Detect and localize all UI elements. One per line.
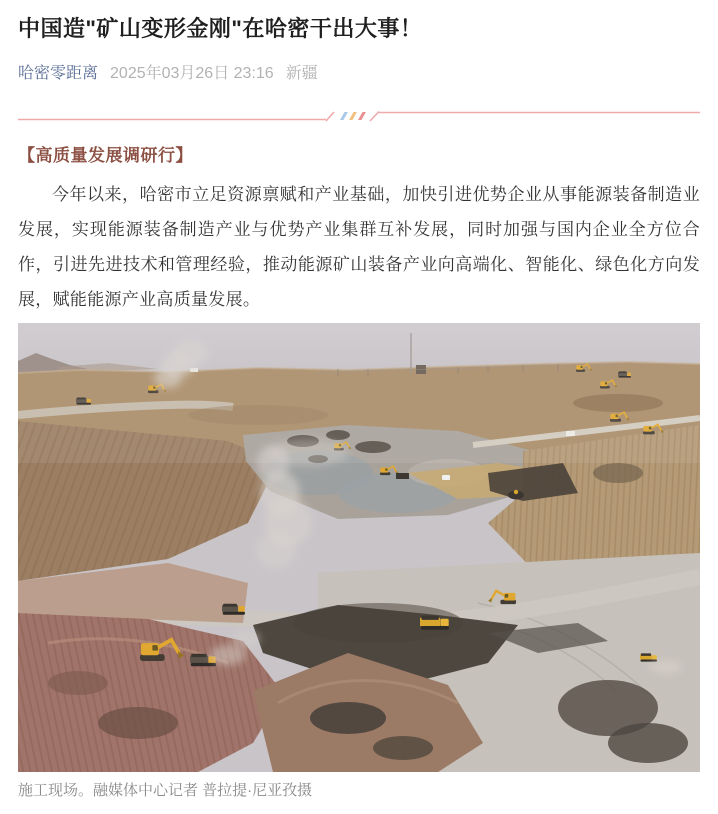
mining-photo <box>18 323 700 772</box>
divider-tick-red <box>358 112 366 120</box>
divider-tick-blue <box>340 112 348 120</box>
divider-tick-orange <box>349 112 357 120</box>
article-photo[interactable] <box>18 323 700 803</box>
account-name-link[interactable]: 哈密零距离 <box>18 64 99 82</box>
publish-date: 2025年03月26日 23:16 <box>110 64 274 82</box>
section-divider-decoration <box>18 100 700 126</box>
section-header: 【高质量发展调研行】 <box>18 145 193 165</box>
publish-location: 新疆 <box>285 64 318 82</box>
article-paragraph: 今年以来，哈密市立足资源禀赋和产业基础，加快引进优势企业从事能源装备制造业发展，实现能源装备制造产业与优势产业集群互补发展，同时加强与国内企业全方位合作，引进先进技术和管理经验，推动能源矿山装备产业向高端化、智能化、绿色化方向发展，赋能能源产业高质量发展。 <box>18 184 700 309</box>
photo-caption: 施工现场。融媒体中心记者 普拉提·尼亚孜摄 <box>18 781 313 799</box>
article-meta <box>18 60 700 83</box>
article-title: 中国造"矿山变形金刚"在哈密干出大事！ <box>18 16 423 41</box>
